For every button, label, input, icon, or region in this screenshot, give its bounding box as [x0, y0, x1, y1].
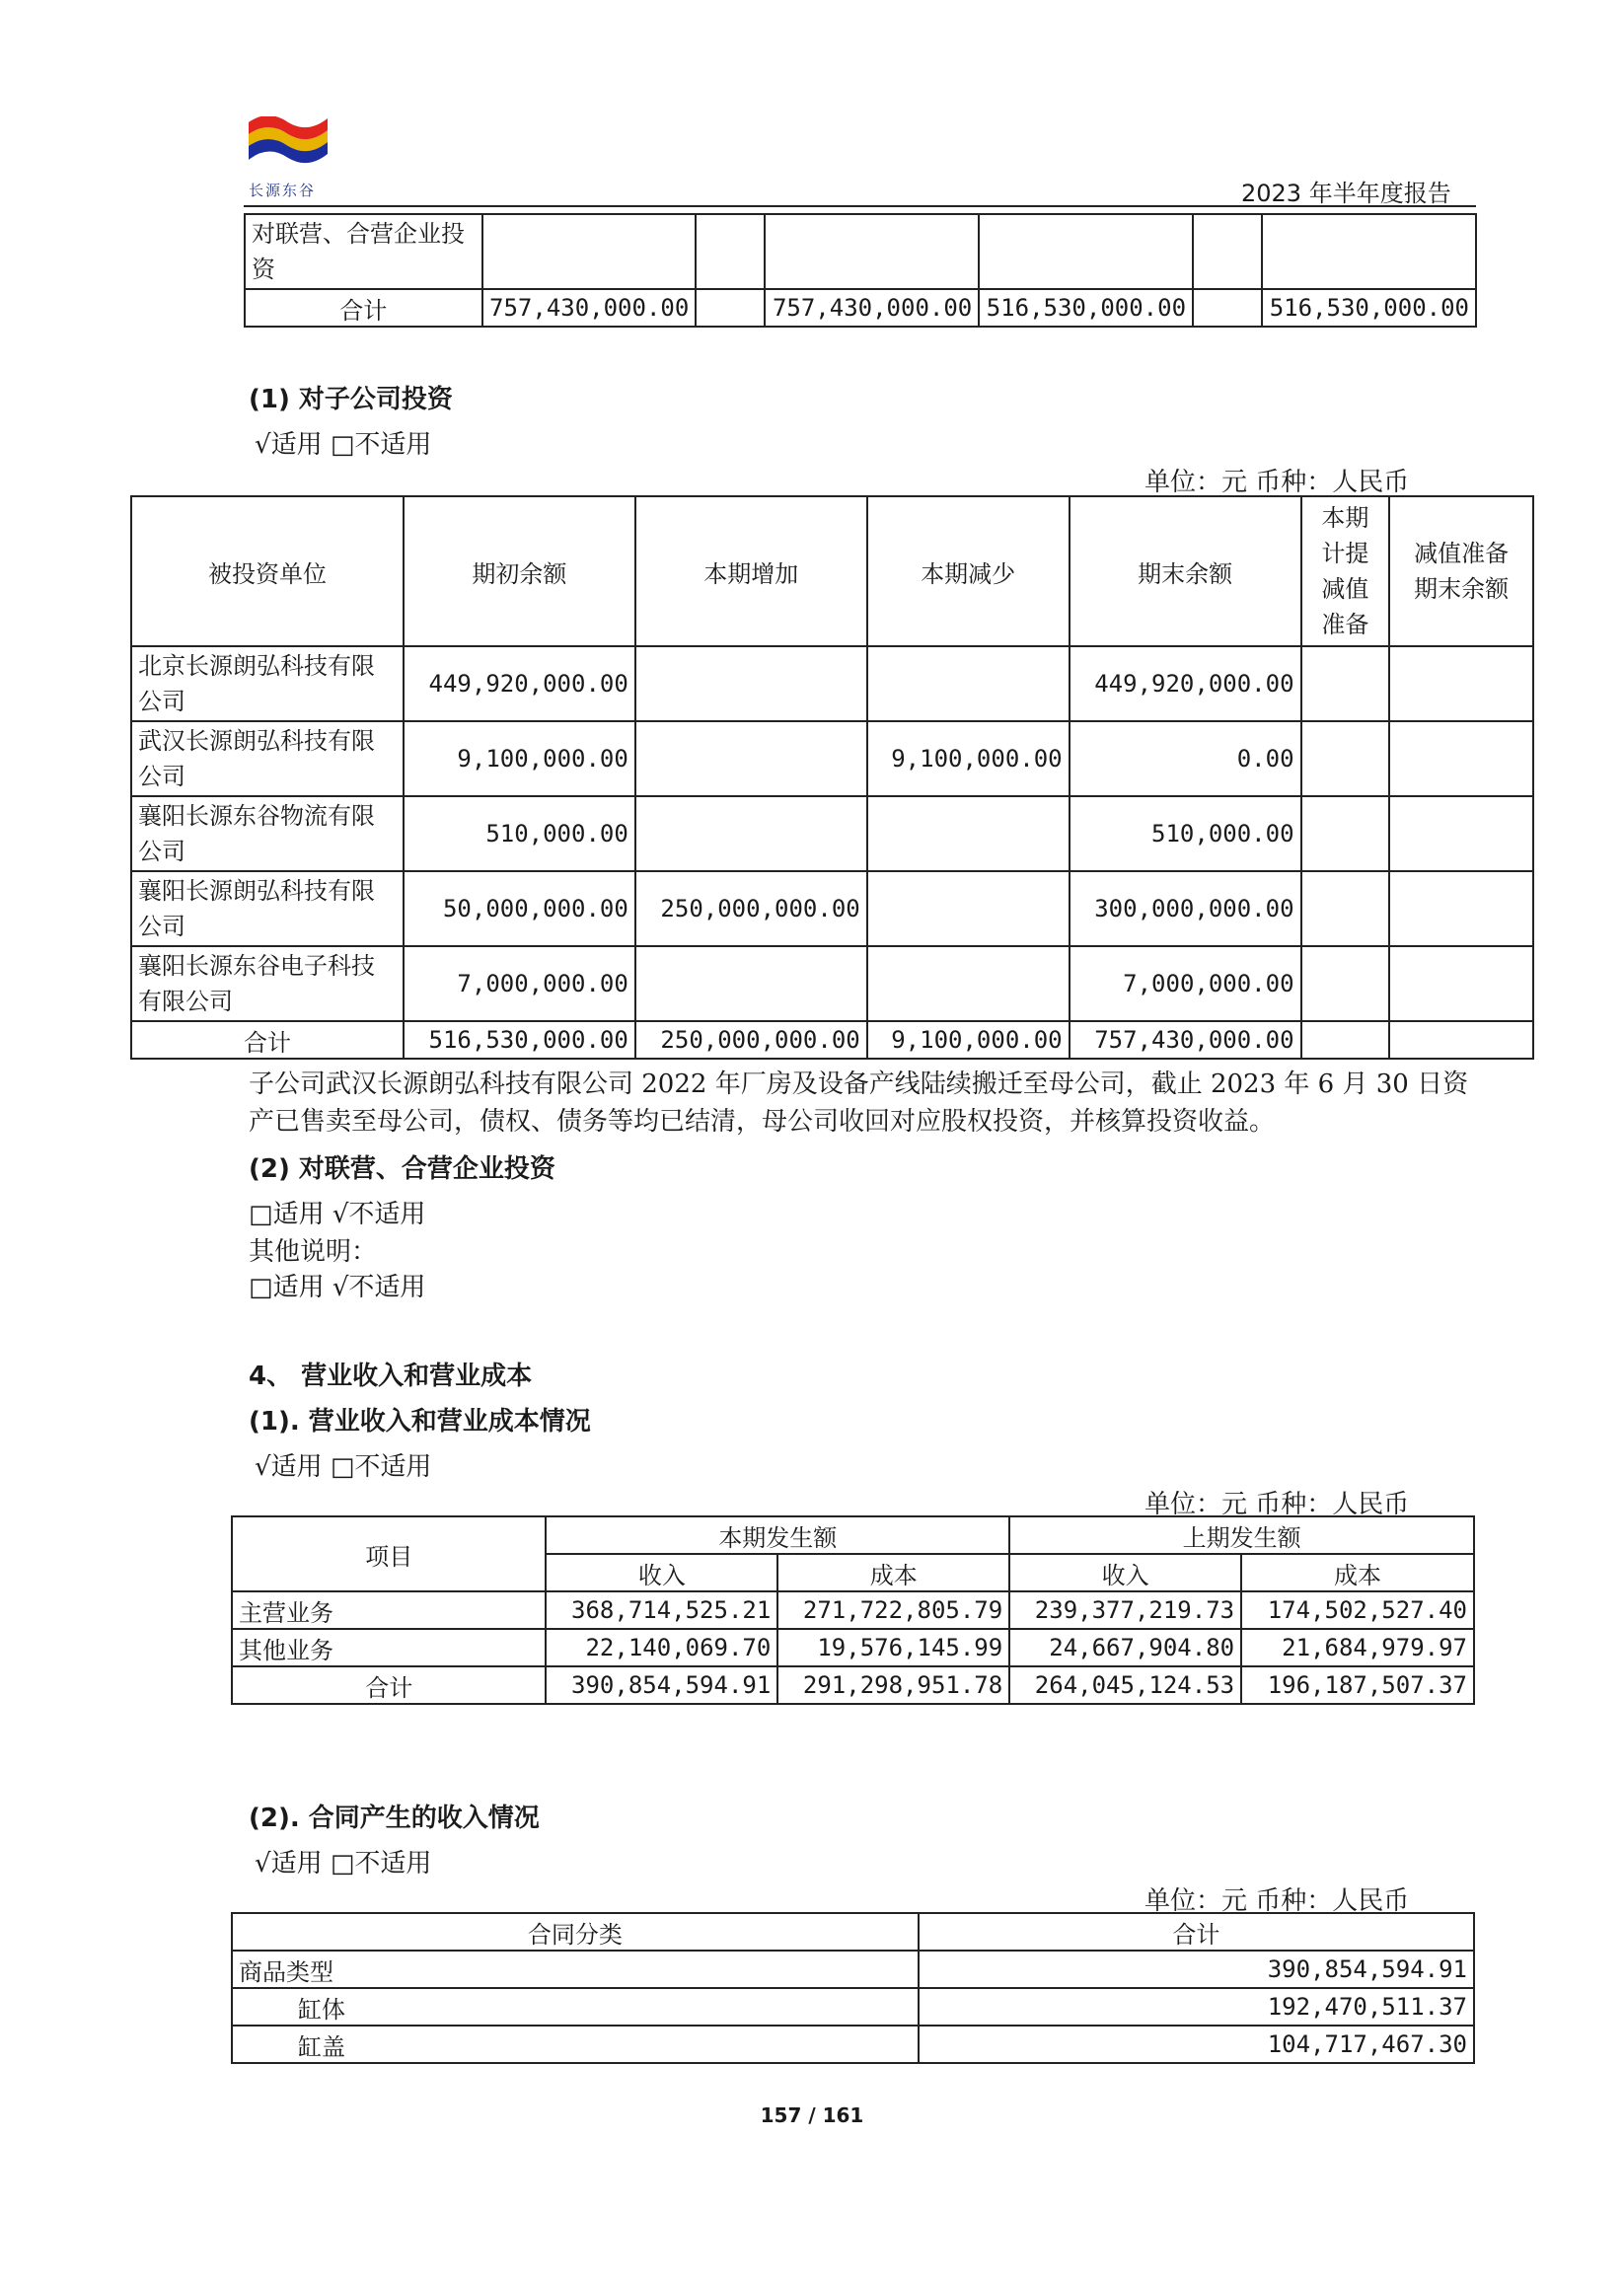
applicable-status: □适用 √不适用 [249, 1273, 426, 1302]
table-row [131, 946, 1533, 1021]
investee-name: 襄阳长源朗弘科技有限公司 [131, 871, 404, 946]
table-row [232, 1629, 1474, 1666]
table-row [131, 796, 1533, 871]
section-title: (2) 对联营、合营企业投资 [249, 1154, 555, 1184]
cell-value: 24,667,904.80 [1009, 1629, 1241, 1666]
column-header: 项目 [232, 1516, 546, 1591]
cell-value [1389, 1021, 1533, 1059]
column-header: 期末余额 [1070, 496, 1301, 646]
cell-value: 368,714,525.21 [546, 1591, 777, 1629]
cell-value: 271,722,805.79 [777, 1591, 1009, 1629]
cell-value: 196,187,507.37 [1241, 1666, 1474, 1704]
table-row-total [131, 1021, 1533, 1059]
column-header: 收入 [546, 1554, 777, 1591]
cell-value: 390,854,594.91 [546, 1666, 777, 1704]
cell-value: 516,530,000.00 [979, 289, 1193, 327]
cell-value [867, 871, 1070, 946]
cell-value [1389, 646, 1533, 721]
cell-value: 264,045,124.53 [1009, 1666, 1241, 1704]
table-row-total [232, 1666, 1474, 1704]
column-header: 成本 [1241, 1554, 1474, 1591]
cell-value: 22,140,069.70 [546, 1629, 777, 1666]
cell-value [1301, 1021, 1390, 1059]
cell-value [635, 646, 867, 721]
other-notes-label: 其他说明： [249, 1237, 378, 1267]
applicable-status: □适用 √不适用 [249, 1200, 426, 1229]
column-header: 本期发生额 [546, 1516, 1009, 1554]
total-label: 合计 [232, 1666, 546, 1704]
investee-name: 武汉长源朗弘科技有限公司 [131, 721, 404, 796]
column-header: 成本 [777, 1554, 1009, 1591]
applicable-status: √适用 □不适用 [255, 1849, 432, 1879]
cell-value: 449,920,000.00 [1070, 646, 1301, 721]
column-header: 上期发生额 [1009, 1516, 1474, 1554]
header-rule [244, 205, 1476, 207]
subsidiary-note: 子公司武汉长源朗弘科技有限公司 2022 年厂房及设备产线陆续搬迁至母公司，截止 2023 年 6 月 30 日资产已售卖至母公司，债权、债务等均已结清，母公司收回对应股权投资，并核算投资收益。 [249, 1069, 1469, 1137]
cell-value: 9,100,000.00 [867, 1021, 1070, 1059]
cell-value: 757,430,000.00 [765, 289, 979, 327]
contract-revenue-table [231, 1912, 1475, 2064]
column-header: 本期增加 [635, 496, 867, 646]
table-row [131, 646, 1533, 721]
row-label: 缸体 [232, 1988, 919, 2026]
table-header-row [131, 496, 1533, 646]
cell-value: 7,000,000.00 [404, 946, 635, 1021]
cell-value: 9,100,000.00 [867, 721, 1070, 796]
table-header-row [232, 1913, 1474, 1951]
column-header: 期初余额 [404, 496, 635, 646]
cell-value [867, 946, 1070, 1021]
cell-value: 104,717,467.30 [919, 2026, 1474, 2063]
report-title: 2023 年半年度报告 [1241, 180, 1451, 207]
section-title: 4、 营业收入和营业成本 [249, 1362, 533, 1391]
cell-value [1193, 289, 1262, 327]
unit-label: 单位：元 币种：人民币 [1144, 468, 1410, 497]
cell-value: 516,530,000.00 [404, 1021, 635, 1059]
cell-value [635, 946, 867, 1021]
cell-value [696, 289, 765, 327]
cell-value [635, 796, 867, 871]
cell-value: 239,377,219.73 [1009, 1591, 1241, 1629]
table-row [245, 214, 1476, 289]
cell-value [1389, 946, 1533, 1021]
cell-value: 300,000,000.00 [1070, 871, 1301, 946]
revenue-cost-table [231, 1515, 1475, 1705]
row-label: 缸盖 [232, 2026, 919, 2063]
cell-value: 9,100,000.00 [404, 721, 635, 796]
logo-text: 长源东谷 [249, 182, 317, 199]
subsection-title: (1). 营业收入和营业成本情况 [249, 1407, 591, 1437]
cell-value [1301, 871, 1390, 946]
cell-value: 510,000.00 [404, 796, 635, 871]
applicable-status: √适用 □不适用 [255, 1452, 432, 1482]
cell-value [867, 646, 1070, 721]
column-header: 合同分类 [232, 1913, 919, 1951]
unit-label: 单位：元 币种：人民币 [1144, 1490, 1410, 1519]
subsection-title: (2). 合同产生的收入情况 [249, 1804, 540, 1833]
row-label: 商品类型 [232, 1951, 919, 1988]
cell-value [1389, 796, 1533, 871]
row-label: 其他业务 [232, 1629, 546, 1666]
cell-value [635, 721, 867, 796]
page-number: 157 / 161 [760, 2103, 864, 2127]
cell-value [1389, 721, 1533, 796]
column-header: 减值准备期末余额 [1389, 496, 1533, 646]
cell-value [867, 796, 1070, 871]
table-row [131, 871, 1533, 946]
row-label: 对联营、合营企业投资 [245, 214, 482, 289]
table-header-row [232, 1516, 1474, 1554]
investee-name: 襄阳长源东谷物流有限公司 [131, 796, 404, 871]
cell-value [1301, 721, 1390, 796]
table-row [131, 721, 1533, 796]
cell-value: 516,530,000.00 [1262, 289, 1476, 327]
table-row [232, 1591, 1474, 1629]
cell-value: 174,502,527.40 [1241, 1591, 1474, 1629]
investee-name: 襄阳长源东谷电子科技有限公司 [131, 946, 404, 1021]
investee-name: 北京长源朗弘科技有限公司 [131, 646, 404, 721]
cell-value: 291,298,951.78 [777, 1666, 1009, 1704]
unit-label: 单位：元 币种：人民币 [1144, 1886, 1410, 1916]
cell-value: 390,854,594.91 [919, 1951, 1474, 1988]
cell-value [1389, 871, 1533, 946]
table-row [232, 1951, 1474, 1988]
cell-value: 250,000,000.00 [635, 1021, 867, 1059]
row-label: 主营业务 [232, 1591, 546, 1629]
cell-value: 19,576,145.99 [777, 1629, 1009, 1666]
cell-value: 250,000,000.00 [635, 871, 867, 946]
cell-value: 0.00 [1070, 721, 1301, 796]
cell-value: 50,000,000.00 [404, 871, 635, 946]
column-header: 本期计提减值准备 [1301, 496, 1390, 646]
column-header: 收入 [1009, 1554, 1241, 1591]
company-logo [247, 116, 330, 174]
cell-value: 510,000.00 [1070, 796, 1301, 871]
cell-value: 21,684,979.97 [1241, 1629, 1474, 1666]
cell-value: 7,000,000.00 [1070, 946, 1301, 1021]
cell-value [1301, 796, 1390, 871]
table-row [232, 2026, 1474, 2063]
cell-value: 192,470,511.37 [919, 1988, 1474, 2026]
cell-value [1301, 646, 1390, 721]
top-investment-table [244, 213, 1477, 328]
total-label: 合计 [131, 1021, 404, 1059]
total-label: 合计 [245, 289, 482, 327]
subsidiary-investment-table [130, 495, 1534, 1060]
column-header: 被投资单位 [131, 496, 404, 646]
table-row [232, 1988, 1474, 2026]
applicable-status: √适用 □不适用 [255, 430, 432, 460]
column-header: 合计 [919, 1913, 1474, 1951]
cell-value: 757,430,000.00 [482, 289, 697, 327]
table-row-total [245, 289, 1476, 327]
column-header: 本期减少 [867, 496, 1070, 646]
cell-value: 757,430,000.00 [1070, 1021, 1301, 1059]
cell-value: 449,920,000.00 [404, 646, 635, 721]
section-title: (1) 对子公司投资 [249, 385, 453, 414]
cell-value [1301, 946, 1390, 1021]
